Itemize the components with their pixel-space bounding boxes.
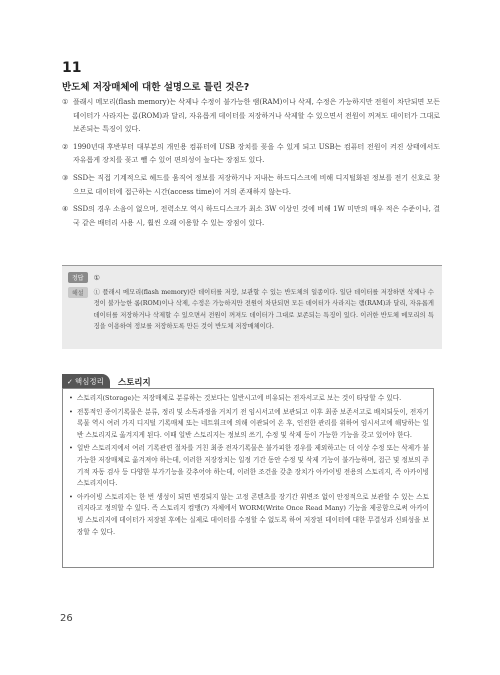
explanation-row — [68, 287, 434, 332]
summary-bullet — [69, 443, 429, 489]
summary-bullet — [69, 393, 429, 405]
explanation-text: ① 플래시 메모리(flash memory)란 데이터를 저장, 보관할 수 있는 반도체의 일종이다. 일단 데이터를 저장하면 삭제나 수정이 불가능한 롬(ROM)이나 삭제, 수정은 가능하지만 전원이 차단되면 모든 데이터가 사라지는 램(RAM)과 달리, 자유롭게 데이터를 저장하거나 삭제할 수 있으면서 전원이 꺼져도 데이터가 그대로 보존되는 특징이 있다. 이러한 반도체 메모리의 특징을 이용하여 정보를 저장하도록 만든 것이 반도체 저장매체이다. — [93, 289, 434, 330]
choice-text: SSD는 직접 기계적으로 헤드를 움직여 정보를 저장하거나 저내는 하드디스크에 비해 디지털화된 정보를 전기 신호로 찾으므로 데이터에 접근하는 시간(access time)이 거의 존재하지 않는다. — [73, 173, 440, 196]
bullet-dot-icon: • — [69, 407, 73, 416]
question-text: 반도체 저장매체에 대한 설명으로 틀린 것은? — [62, 82, 250, 93]
key-summary-title: 스토리지 — [117, 377, 151, 388]
answer-value: ① — [93, 273, 100, 282]
choice-number: ① — [62, 98, 69, 106]
question-number: 11 — [62, 60, 82, 76]
bullet-dot-icon: • — [69, 444, 73, 453]
choice-list — [62, 96, 440, 234]
choice-text: 플래시 메모리(flash memory)는 삭제나 수정이 불가능한 램(RAM)이나 삭제, 수정은 가능하지만 전원이 차단되면 모든 데이터가 사라지는 롬(ROM)과 달리, 자유롭게 데이터를 저장하거나 삭제할 수 있으면서 전원이 꺼져도 데이터가 그대로 보존되는 특징이 있다. — [73, 98, 440, 134]
key-summary-badge-label: 핵심정리 — [74, 377, 104, 386]
choice-3 — [62, 172, 440, 199]
choice-number: ④ — [62, 205, 69, 214]
summary-bullet — [69, 407, 429, 442]
check-icon: ✓ — [67, 378, 73, 386]
summary-bullet — [69, 492, 429, 538]
answer-row — [68, 272, 100, 283]
bullet-text: 일반 스토리지에서 여러 기록관련 절차를 거친 최종 전자기록물은 불가피한 경우를 제외하고는 더 이상 수정 또는 삭제가 불가능한 저장매체로 옮겨져야 하는데, 이러한 저장장치는 일정 기간 동안 수정 및 삭제 기능이 불가능하며, 접근 및 정보의 주기적 자동 검사 등 다양한 부가기능을 갖추어야 하는데, 이러한 조건을 갖춘 장치가 아카이빙 전용의 스토리지, 즉 아카이빙 스토리지이다. — [77, 444, 430, 488]
key-summary-header — [62, 374, 151, 389]
key-summary-badge — [62, 374, 110, 389]
choice-2 — [62, 141, 440, 168]
choice-text: 1990년대 후반부터 대부분의 개인용 컴퓨터에 USB 장치를 꽂을 수 있게 되고 USB는 컴퓨터 전원이 켜진 상태에서도 자유롭게 장치를 꽂고 뺄 수 있어 편의성이 높다는 장점도 있다. — [73, 142, 440, 165]
bullet-dot-icon: • — [69, 492, 73, 501]
explanation-badge: 해설 — [68, 287, 88, 298]
choice-number: ③ — [62, 173, 69, 182]
choice-1 — [62, 96, 440, 137]
choice-text: SSD의 경우 소음이 없으며, 전력소모 역시 하드디스크가 최소 3W 이상인 것에 비해 1W 미만의 매우 적은 수준이나, 결국 같은 배터리 사용 시, 훨씬 오래 이용할 수 있는 장점이 있다. — [73, 205, 440, 227]
page-number: 26 — [60, 613, 73, 624]
bullet-text: 아카이빙 스토리지는 한 번 생성이 되면 변경되지 않는 고정 콘텐츠를 장기간 위변조 없이 안정적으로 보관할 수 있는 스토리지라고 정의할 수 있다. 즉 스토리지 컴맹(?) 자체에서 WORM(Write Once Read Many) 기능을 제공함으로써 아카이빙 스토리지에 데이터가 저장된 후에는 실제로 데이터를 수정할 수 없도록 하여 저장된 데이터에 대한 무결성과 신뢰성을 보장할 수 있다. — [77, 492, 430, 536]
bullet-dot-icon: • — [69, 394, 73, 402]
choice-number: ② — [62, 142, 69, 151]
answer-badge: 정답 — [68, 272, 88, 283]
answer-box — [62, 265, 442, 349]
choice-4 — [62, 203, 440, 230]
bullet-text: 스토리지(Storage)는 저장매체로 분류하는 것보다는 일반시고에 비유되는 전자서고로 보는 것이 타당할 수 있다. — [77, 394, 402, 402]
key-summary-box — [62, 388, 434, 568]
bullet-text: 전통적인 종이기록물은 분류, 정리 및 소독과정을 거치기 전 임시서고에 보관되고 이후 최종 보존서고로 배치되듯이, 전자기록물 역시 여러 가지 디지털 기록매체 또는 네트워크에 의해 이관되어 온 후, 인전한 관리를 위하여 임시서고에 해당하는 일반 스토리지로 옮겨지게 된다. 이때 일반 스토리지는 정보의 쓰기, 수정 및 삭제 등이 가능한 기능을 갖고 있어야 한다. — [77, 407, 430, 439]
